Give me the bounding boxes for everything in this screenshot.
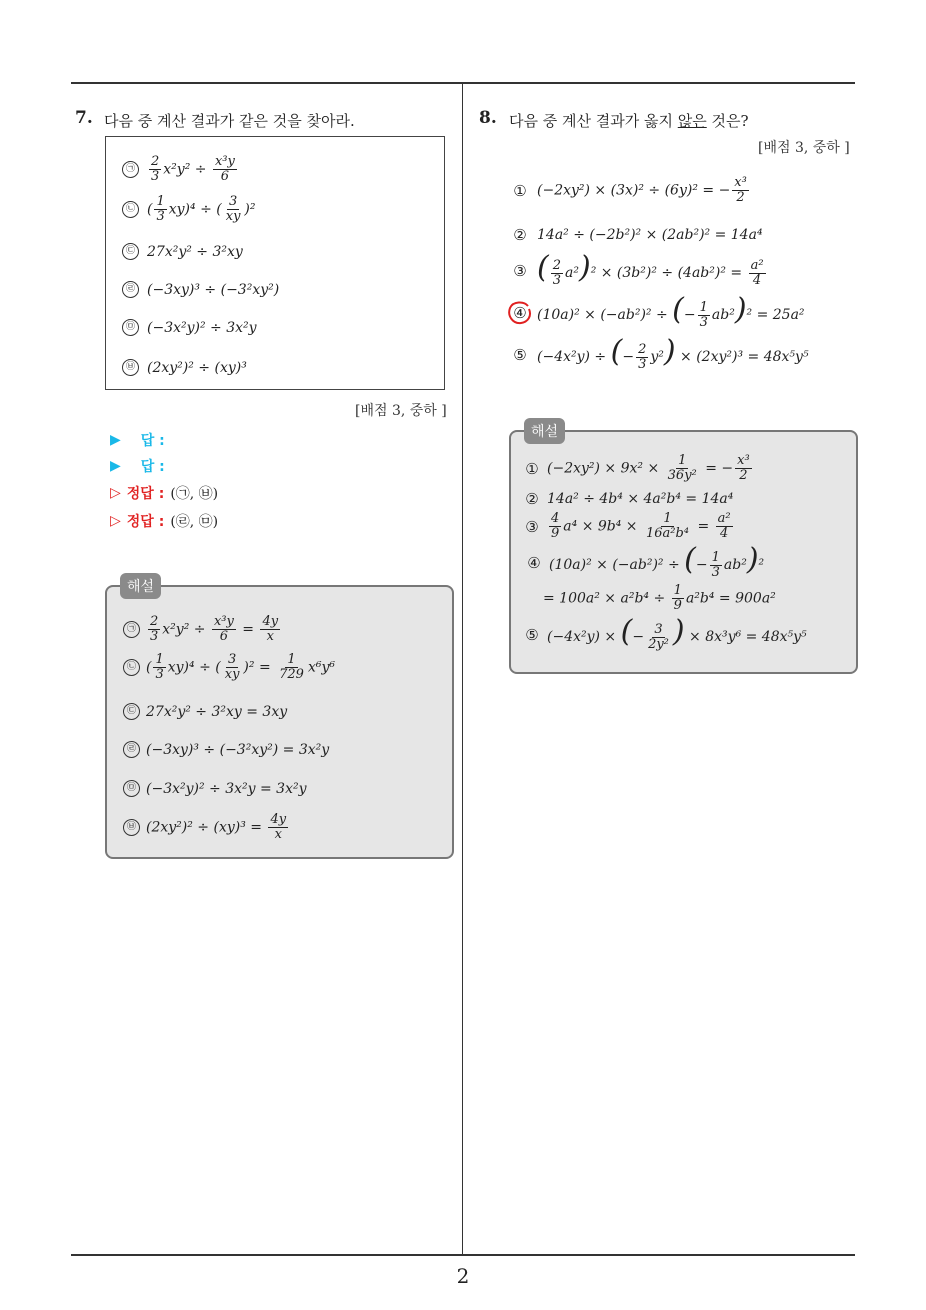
q7-answer-2[interactable] <box>110 456 171 476</box>
q8-sol-line-4b: = 100a² × a²b⁴ ÷ $\frac{1}{9}$ a²b⁴ = 900a² <box>543 583 776 613</box>
answer-label: 답 : <box>140 459 165 475</box>
correct-answer-label: 정답 : <box>126 486 165 502</box>
q8-solution-box <box>509 430 858 674</box>
play-arrow-icon: ▶ <box>110 458 121 474</box>
q8-question: 다음 중 계산 결과가 옳지 않은 것은? <box>509 112 749 130</box>
q7-mark-6: ㉥ <box>122 359 139 376</box>
play-arrow-icon: ▶ <box>110 432 121 448</box>
q8-solution-tag: 해설 <box>524 418 565 444</box>
q7-option-6-expr: (2xy²)² ÷ (xy)³ <box>147 359 247 376</box>
q7-mark-4: ㉣ <box>122 281 139 298</box>
q7-sol-mark-1: ㉠ <box>123 621 140 638</box>
q7-option-6 <box>122 359 247 376</box>
q8-sol-line-2: ② 14a² ÷ 4b⁴ × 4a²b⁴ = 14a⁴ <box>525 490 734 508</box>
q7-sol-line-3: ㉢ 27x²y² ÷ 3²xy = 3xy <box>123 703 287 720</box>
q7-option-1 <box>122 155 239 184</box>
q8-sol-line-5: ⑤ (−4x²y) × (− $\frac{3}{\text{2y²}}$ ) × 8x³y⁶ = 48x⁵y⁵ <box>525 614 807 652</box>
choice-5-mark: ⑤ <box>513 345 527 364</box>
q7-sol-mark-6: ㉥ <box>123 819 140 836</box>
correct-answer-label: 정답 : <box>126 514 165 530</box>
q7-solution-box <box>105 585 454 859</box>
outline-arrow-icon: ▷ <box>110 485 121 501</box>
q7-option-2-expr: ( $\frac{1}{3}$ xy)⁴ ÷ ( $\frac{3}{xy}$ )² <box>147 194 256 224</box>
q7-correct-answer-2 <box>110 511 218 531</box>
q8-option-3[interactable]: ③ ( $\frac{2}{3}$ a²)² × (3b²)² ÷ (4ab²)² = $\frac{\text{a²}}{4}$ <box>511 254 768 288</box>
q7-sol-mark-2: ㉡ <box>123 659 140 676</box>
q8-option-5[interactable]: ⑤ (−4x²y) ÷ (− $\frac{2}{3}$ y²) × (2xy²)³ = 48x⁵y⁵ <box>511 338 809 372</box>
column-divider <box>462 84 463 1256</box>
q7-sol-line-5: ㉤ (−3x²y)² ÷ 3x²y = 3x²y <box>123 780 307 797</box>
bottom-rule <box>71 1254 855 1256</box>
q7-options-box <box>105 136 445 390</box>
q7-sol-line-1: ㉠ $\frac{2}{3}$ x²y² ÷ $\frac{\text{x³y}}{6}$ = $\frac{4y}{x}$ <box>123 615 282 644</box>
q7-option-3 <box>122 243 243 260</box>
q7-correct-answer-1 <box>110 483 218 503</box>
q7-sol-line-6: ㉥ (2xy²)² ÷ (xy)³ = $\frac{4y}{x}$ <box>123 813 290 842</box>
selected-answer-mark-icon <box>507 300 533 326</box>
q7-option-5 <box>122 319 257 336</box>
q8-sol-line-1: ① (−2xy²) × 9x² × $\frac{1}{\text{36y²}}$ = − $\frac{\text{x³}}{2}$ <box>525 453 750 483</box>
q8-sol-line-3: ③ $\frac{4}{9}$ a⁴ × 9b⁴ × $\frac{1}{\text{16a²b⁴}}$ = $\frac{\text{a²}}{4}$ <box>525 511 731 541</box>
choice-3-mark: ③ <box>513 261 527 280</box>
q7-sol-mark-3: ㉢ <box>123 703 140 720</box>
q7-sol-mark-5: ㉤ <box>123 780 140 797</box>
q7-sol-mark-4: ㉣ <box>123 741 140 758</box>
q7-sol-line-2: ㉡ ( $\frac{1}{3}$ xy)⁴ ÷ ( $\frac{3}{xy}$ )² = $\frac{1}{729}$ x⁶y⁶ <box>123 653 335 682</box>
correct-answer-value: (㉣, ㉤) <box>170 514 219 530</box>
q7-question: 다음 중 계산 결과가 같은 것을 찾아라. <box>104 112 355 130</box>
q8-number: 8. <box>479 108 497 128</box>
outline-arrow-icon: ▷ <box>110 513 121 529</box>
correct-answer-value: (㉠, ㉥) <box>170 486 219 502</box>
q7-mark-3: ㉢ <box>122 243 139 260</box>
q7-mark-1: ㉠ <box>122 161 139 178</box>
q7-option-3-expr: 27x²y² ÷ 3²xy <box>147 243 243 260</box>
q8-sol-line-4: ④ (10a)² × (−ab²)² ÷ (− $\frac{1}{3}$ ab²)² <box>527 542 765 580</box>
answer-label: 답 : <box>140 433 165 449</box>
q7-solution-tag: 해설 <box>120 573 161 599</box>
page-number: 2 <box>456 1264 470 1288</box>
choice-4-mark: ④ <box>513 303 527 322</box>
q7-option-1-expr: $\frac{2}{3}$ x²y² ÷ $\frac{\text{x³y}}{6}$ <box>151 154 235 184</box>
q8-option-2[interactable]: ② 14a² ÷ (−2b²)² × (2ab²)² = 14a⁴ <box>511 226 763 244</box>
q7-option-2 <box>122 195 256 224</box>
q7-option-4 <box>122 281 279 298</box>
choice-2-mark: ② <box>513 226 527 244</box>
q7-answer-1[interactable] <box>110 430 171 450</box>
q8-option-4[interactable]: ④ (10a)² × (−ab²)² ÷ (− $\frac{1}{3}$ ab²)² = 25a² <box>511 296 805 330</box>
q7-sol-line-4: ㉣ (−3xy)³ ÷ (−3²xy²) = 3x²y <box>123 741 329 758</box>
q7-mark-2: ㉡ <box>122 201 139 218</box>
choice-1-mark: ① <box>513 181 527 200</box>
q7-mark-5: ㉤ <box>122 319 139 336</box>
q7-option-4-expr: (−3xy)³ ÷ (−3²xy²) <box>147 281 280 298</box>
q8-score: [배점 3, 중하 ] <box>758 140 850 156</box>
q8-option-1[interactable]: ① (−2xy²) × (3x)² ÷ (6y)² = − $\frac{\text{x³}}{2}$ <box>511 176 751 205</box>
q7-score: [배점 3, 중하 ] <box>355 403 447 419</box>
q7-number: 7. <box>75 108 93 128</box>
top-rule <box>71 82 855 84</box>
q7-option-5-expr: (−3x²y)² ÷ 3x²y <box>147 319 257 336</box>
